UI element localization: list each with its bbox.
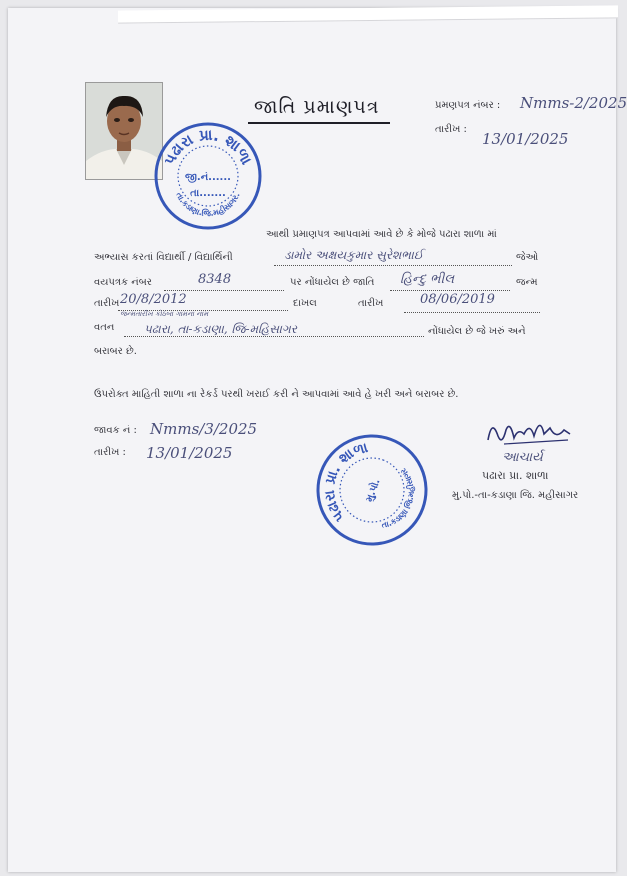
certificate-page bbox=[8, 8, 627, 872]
admission-dotline bbox=[404, 312, 540, 313]
body-line-5-prefix: વતન bbox=[94, 322, 115, 333]
stamp1-bottom-text: તા.કડાણા.જિ.મહીસાગર. bbox=[174, 191, 242, 219]
certificate-title: જાતિ પ્રમાણપત્ર bbox=[254, 96, 380, 118]
student-photo-image bbox=[86, 83, 162, 179]
student-name: ડામોર અક્ષયકુમાર સુરેશભાઈ bbox=[284, 248, 424, 262]
student-name-dotline bbox=[274, 265, 512, 266]
stamp1-taluka: તા....... bbox=[190, 188, 226, 199]
body-line-3-prefix: વયપત્રક નંબર bbox=[94, 277, 152, 288]
register-number: 8348 bbox=[198, 272, 232, 287]
caste-value: હિન્દુ ભીલ bbox=[400, 272, 455, 287]
principal-title-handwritten: આચાર્ય bbox=[502, 450, 543, 465]
body-line-4-prefix: તારીખ bbox=[94, 298, 120, 309]
birth-note: જન્મતારીખ કોઠંબા ગામના નામ bbox=[120, 310, 209, 318]
body-line-4-mid: દાખલ bbox=[293, 298, 317, 309]
outward-number-value: Nmms/3/2025 bbox=[150, 420, 258, 438]
stamp2-center-text: મુ.પો. bbox=[364, 477, 383, 504]
certificate-number-value: Nmms-2/2025 bbox=[520, 94, 627, 112]
signature-scribble bbox=[484, 410, 574, 452]
body-line-1: આથી પ્રમાણપત્ર આપવામાં આવે છે કે મોજે પઢારા શાળા માં bbox=[266, 229, 497, 240]
outward-number-label: જાવક નં : bbox=[94, 425, 137, 436]
stamp2-top-text: પઢારા પ્રા. શાળા bbox=[321, 439, 370, 525]
stamp2-bottom-text: તા.કડાણા જિ.મહીસાગર bbox=[380, 466, 416, 530]
paper-edge bbox=[118, 5, 618, 23]
footer-date-label: તારીખ : bbox=[94, 447, 126, 458]
body-line-2-suffix: જેઓ bbox=[516, 252, 539, 263]
school-address: મુ.પો.-તા-કડાણા જિ. મહીસાગર bbox=[452, 490, 579, 501]
body-line-6: બરાબર છે. bbox=[94, 346, 137, 357]
body-line-2-prefix: અભ્યાસ કરતાં વિદ્યાર્થી / વિદ્યાર્થિની bbox=[94, 252, 233, 263]
certificate-date-label: તારીખ : bbox=[435, 124, 467, 135]
stamp1-reg-no: જી.નં...... bbox=[185, 172, 231, 183]
school-name: પઢારા પ્રા. શાળા bbox=[482, 469, 549, 482]
body-line-4-mid2: તારીખ bbox=[358, 298, 384, 309]
birth-date: 20/8/2012 bbox=[120, 292, 187, 307]
body-line-3-mid: પર નોંધાયેલ છે જાતિ bbox=[290, 277, 375, 288]
register-dotline bbox=[164, 290, 284, 291]
school-stamp-1 bbox=[152, 120, 264, 232]
footer-date-value: 13/01/2025 bbox=[146, 444, 233, 462]
certificate-date-value: 13/01/2025 bbox=[482, 130, 569, 148]
school-stamp-2 bbox=[314, 432, 430, 548]
body-line-3-suffix: જન્મ bbox=[516, 277, 538, 288]
caste-dotline bbox=[390, 290, 510, 291]
body-line-5-suffix: નોંધાયેલ છે જે ખરું અને bbox=[428, 326, 526, 337]
declaration-text: ઉપરોક્ત માહિતી શાળા ના રેકર્ડ પરથી ખરાઈ કરી ને આપવામાં આવે હે ખરી અને બરાબર છે. bbox=[94, 389, 459, 400]
svg-text:તા.કડાણા જિ.મહીસાગર bbox=[378, 464, 426, 537]
admission-date: 08/06/2019 bbox=[420, 292, 495, 307]
certificate-number-label: પ્રમણપત્ર નંબર : bbox=[435, 100, 501, 111]
svg-text:પઢારા પ્રા. શાળા bbox=[160, 126, 255, 168]
native-place: પઢારા, તા-કડાણા, જિ-મહિસાગર bbox=[144, 322, 297, 336]
stamp1-top-text: પઢારા પ્રા. શાળા bbox=[160, 125, 256, 168]
title-underline bbox=[248, 122, 390, 124]
